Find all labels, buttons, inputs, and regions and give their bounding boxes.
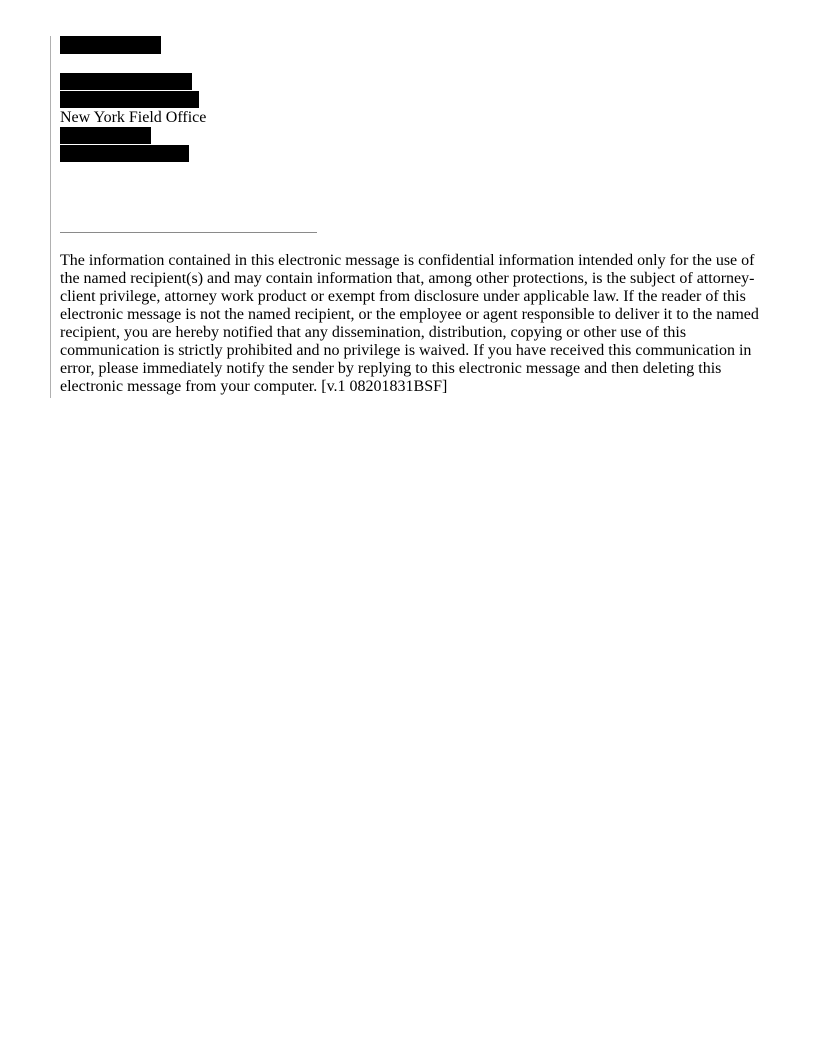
signature-separator bbox=[60, 232, 317, 233]
redacted-phone bbox=[60, 127, 151, 144]
redacted-name bbox=[60, 36, 161, 54]
field-office-label: New York Field Office bbox=[60, 109, 207, 126]
redacted-email bbox=[60, 145, 189, 162]
redacted-title bbox=[60, 73, 192, 90]
redacted-division bbox=[60, 91, 199, 108]
confidentiality-disclaimer: The information contained in this electronic message is confidential information intended only for the use of the named recipient(s) and may contain information that, among other protections, is the subject of attorney-client privilege, attorney work product or exempt from disclosure under applicable law. If the reader of this electronic message is not the named recipient, or the employee or agent responsible to deliver it to the named recipient, you are hereby notified that any dissemination, distribution, copying or other use of this communication is strictly prohibited and no privilege is waived. If you have received this communication in error, please immediately notify the sender by replying to this electronic message and then deleting this electronic message from your computer. [v.1 08201831BSF] bbox=[60, 252, 759, 395]
quote-bar bbox=[50, 36, 51, 398]
